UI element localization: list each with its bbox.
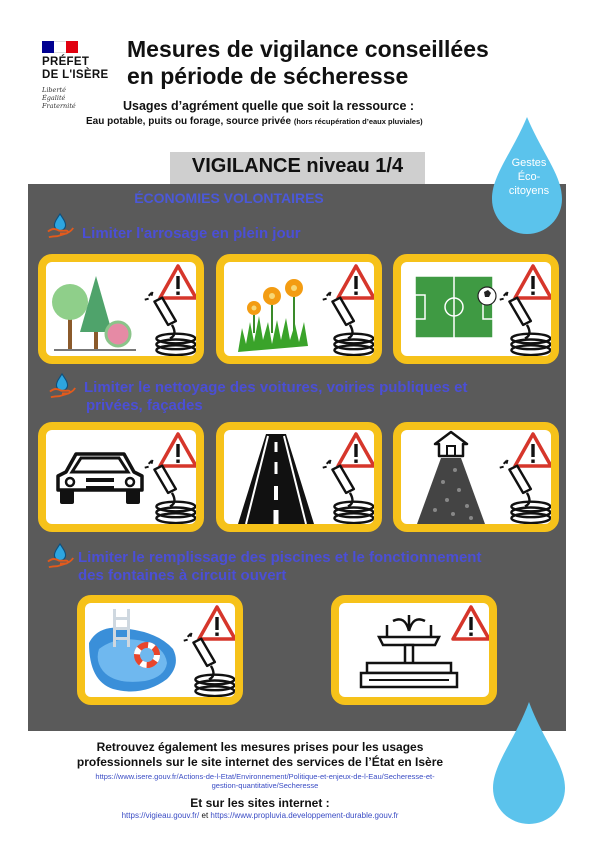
gestes-eco-citoyens: [493, 156, 565, 198]
card-car: [38, 422, 204, 532]
prefet-line-1: PRÉFET: [42, 56, 90, 68]
card-trees: [38, 254, 204, 364]
card-road: [216, 422, 382, 532]
sources-note: (hors récupération d’eaux pluviales): [293, 117, 423, 126]
hose-icon: [140, 456, 200, 524]
footer-intro: [30, 740, 490, 770]
footer-sites-links: [30, 811, 490, 820]
footer-line-2: professionnels sur le site internet des services de l’État en Isère: [76, 755, 444, 769]
hose-icon: [495, 288, 555, 356]
republic-motto: [42, 86, 76, 110]
gestes-line-2: Éco-: [517, 171, 541, 183]
gestes-line-3: citoyens: [508, 185, 550, 197]
card-sports-field: [393, 254, 559, 364]
links-separator: et: [201, 811, 209, 820]
section-cleaning-label: [84, 379, 467, 415]
section-pools-line-2: des fontaines à circuit ouvert: [78, 567, 287, 584]
motto-egalite: Égalité: [42, 94, 66, 102]
marianne-flag-logo: [42, 41, 78, 53]
title-line-1: Mesures de vigilance conseillées: [127, 36, 489, 62]
motto-liberte: Liberté: [42, 86, 66, 94]
water-hand-icon: [48, 373, 76, 399]
hose-icon: [140, 288, 200, 356]
water-hand-icon: [46, 213, 74, 239]
isere-url-line-2[interactable]: gestion-quantitative/Secheresse: [211, 781, 319, 790]
hose-icon: [318, 456, 378, 524]
gestes-line-1: Gestes: [511, 157, 547, 169]
card-house-facade: [393, 422, 559, 532]
page-title: [127, 36, 557, 90]
card-fountain: [331, 595, 497, 705]
title-line-2: en période de sécheresse: [127, 63, 409, 89]
section-watering-label: Limiter l'arrosage en plein jour: [82, 225, 301, 242]
hose-icon: [318, 288, 378, 356]
section-pools-label: [78, 549, 481, 585]
section-pools-line-1: Limiter le remplissage des piscines et le fonctionnement: [78, 549, 482, 566]
vigieau-link[interactable]: https://vigieau.gouv.fr/: [121, 811, 200, 820]
isere-url-link[interactable]: [30, 772, 500, 790]
usages-heading: Usages d’agrément quelle que soit la ressource :: [123, 99, 415, 113]
economies-volontaires: ÉCONOMIES VOLONTAIRES: [134, 190, 324, 206]
vigilance-level: VIGILANCE niveau 1/4: [191, 155, 404, 177]
warning-icon: [451, 605, 491, 641]
section-cleaning-line-2: privées, façades: [86, 397, 203, 414]
prefet-logo-text: [42, 56, 108, 81]
hose-icon: [495, 456, 555, 524]
footer-sites-heading: Et sur les sites internet :: [190, 796, 330, 810]
card-pool: [77, 595, 243, 705]
prefet-line-2: DE L'ISÈRE: [42, 68, 109, 81]
footer-line-1: Retrouvez également les mesures prises pour les usages: [96, 740, 424, 754]
isere-url-line-1[interactable]: https://www.isere.gouv.fr/Actions-de-l-Etat/Environnement/Politique-et-enjeux-de-l-Eau/Secheresse-et-: [95, 772, 435, 781]
water-sources: [86, 116, 423, 127]
sources-main: Eau potable, puits ou forage, source privée: [86, 116, 292, 127]
propluvia-link[interactable]: https://www.propluvia.developpement-durable.gouv.fr: [210, 811, 399, 820]
hose-icon: [179, 629, 239, 697]
section-cleaning-line-1: Limiter le nettoyage des voitures, voiries publiques et: [84, 379, 468, 396]
water-hand-icon: [46, 543, 74, 569]
motto-fraternite: Fraternité: [42, 102, 76, 110]
card-flowers: [216, 254, 382, 364]
water-drop-icon: [485, 700, 573, 830]
